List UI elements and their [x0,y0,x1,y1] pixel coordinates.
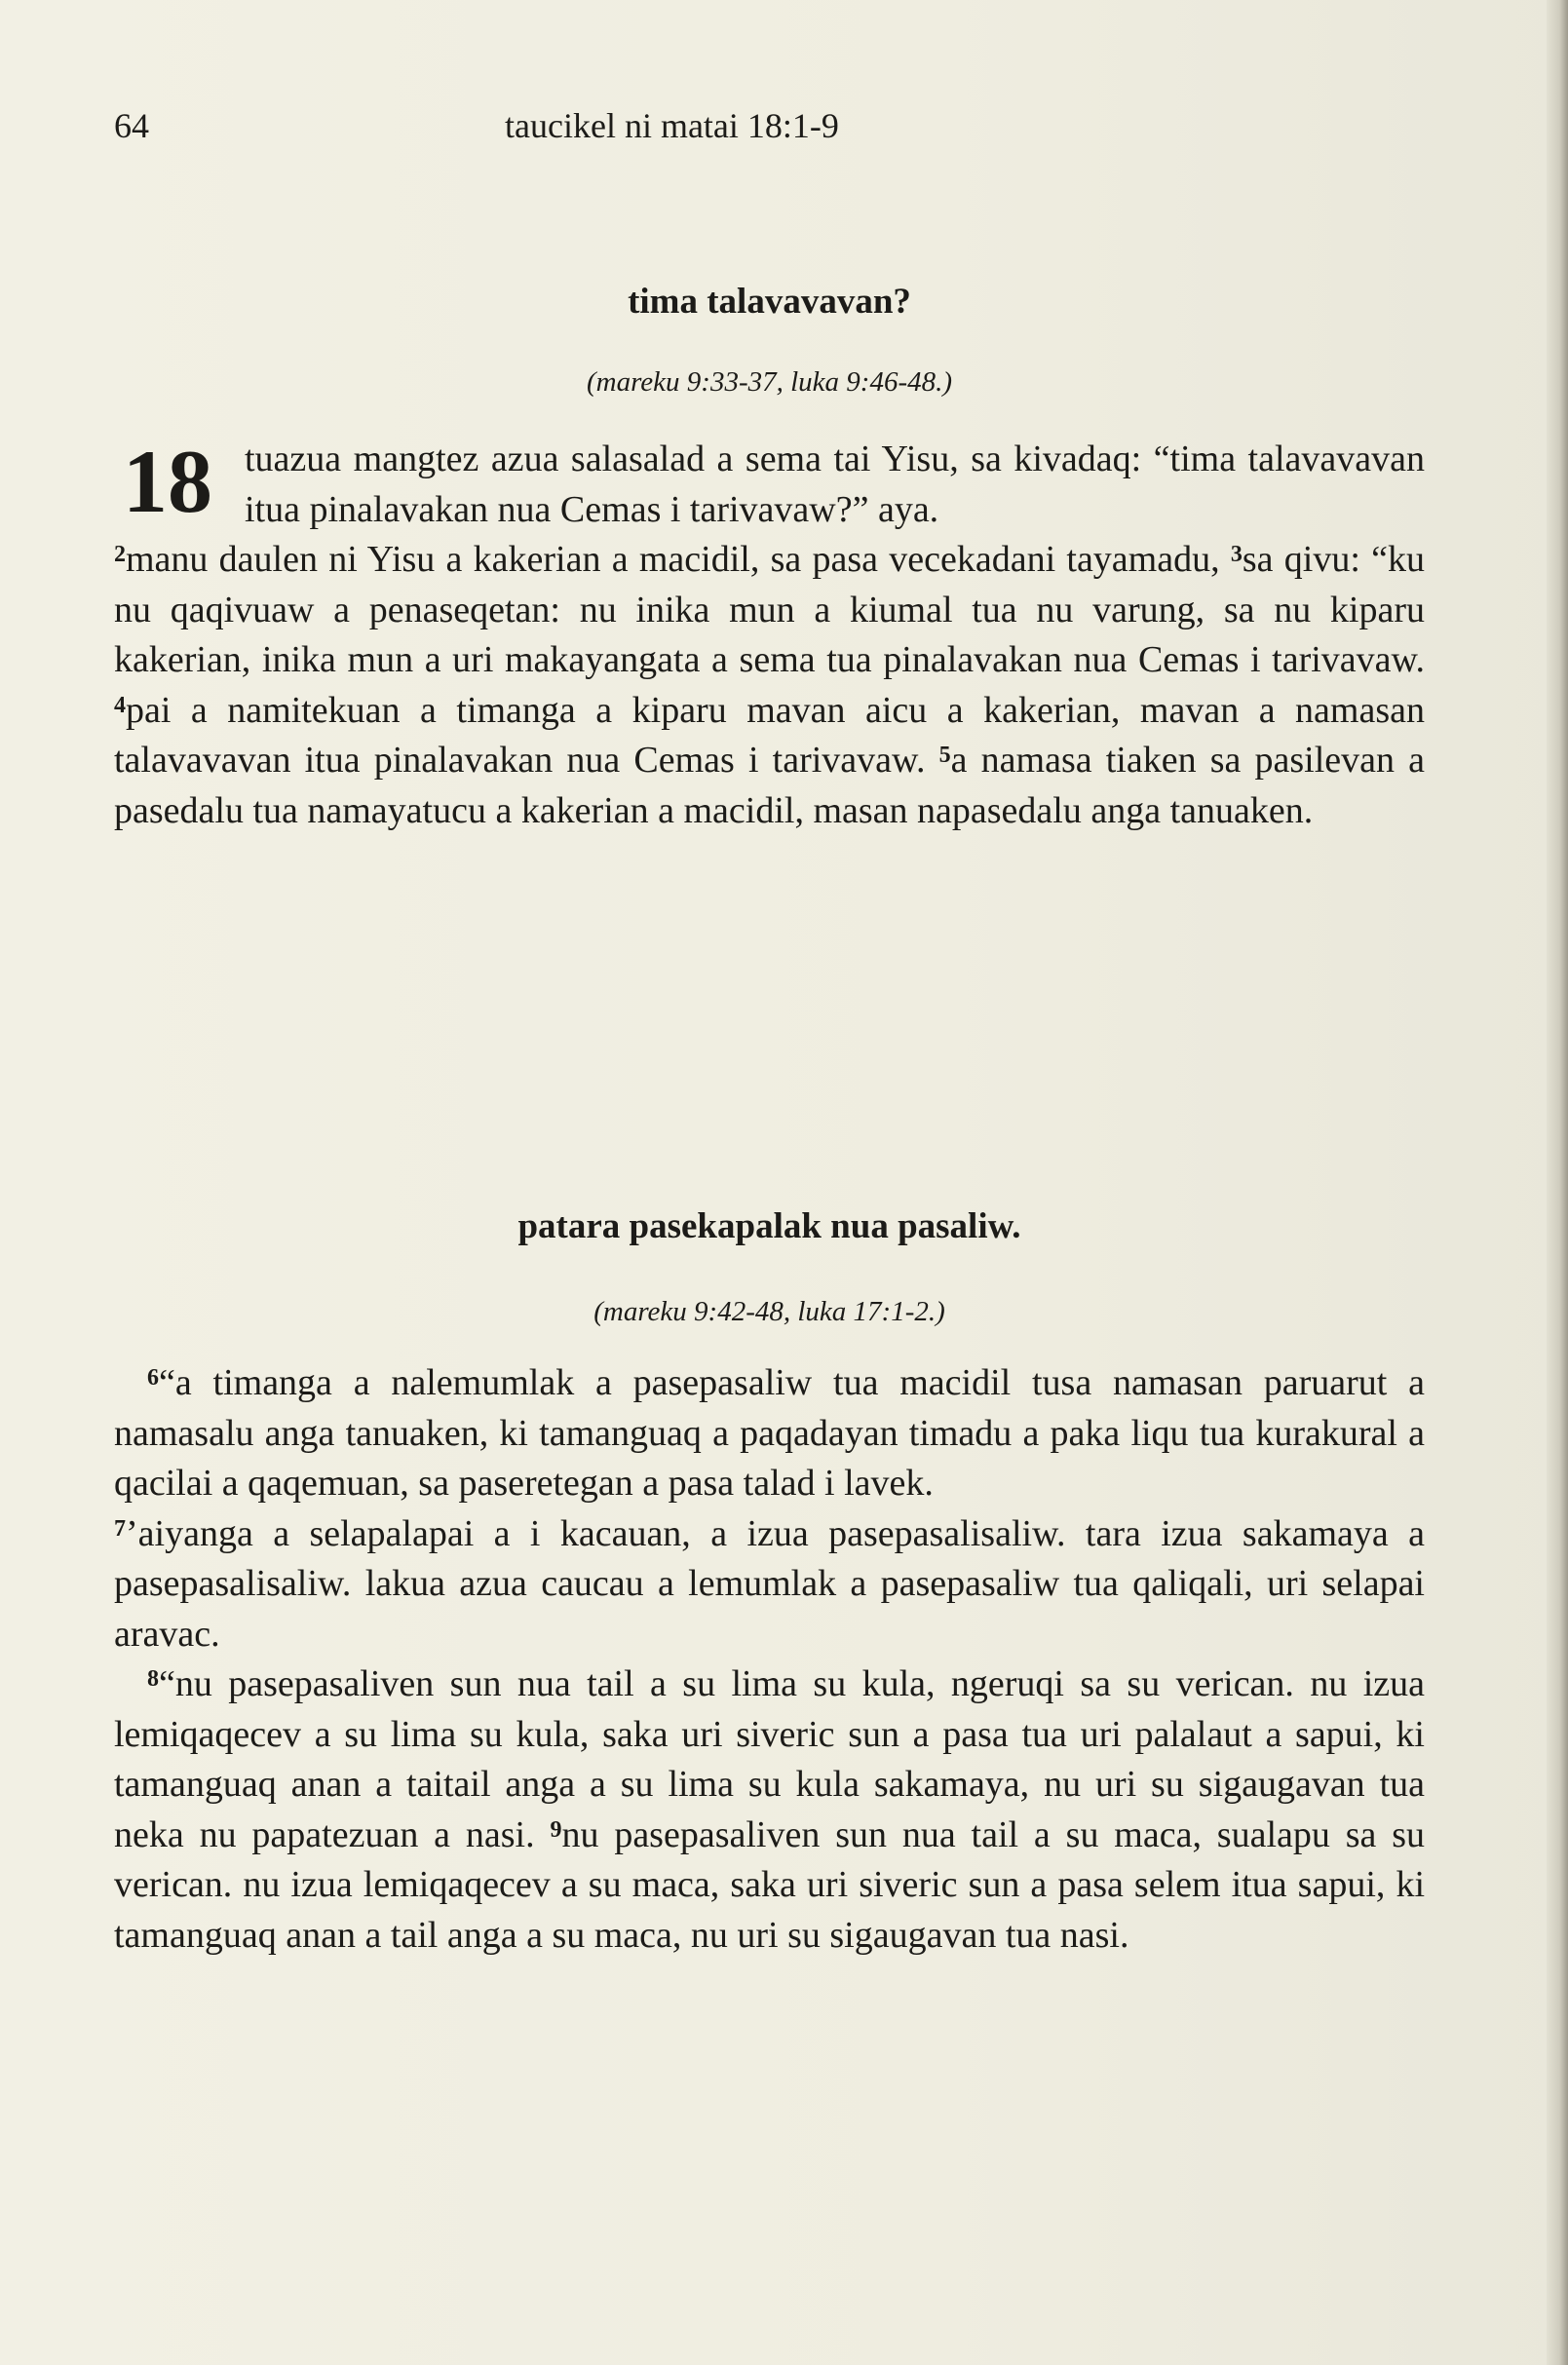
running-title: taucikel ni matai 18:1-9 [505,106,839,145]
verse-9: nu pasepasaliven sun nua tail a su maca, sualapu sa su verican. nu izua lemiqaqecev a su maca, saka uri siveric sun a pasa selem itua sapui, ki tamanguaq anan a tail anga a su maca, nu uri su sigaugavan tua nasi. [114,1813,1426,1956]
page-edge [1547,0,1568,2365]
verse-3: sa qivu: “ku nu qaqivuaw a penaseqetan: nu inika mun a kiumal tua nu varung, sa nu kiparu kakerian, inika mun a uri makayangata a sema tua pinalavakan nua Cemas i tarivavaw. [114,539,1426,680]
running-header [114,105,1422,164]
verse-number: 4 [114,692,126,718]
verses-paragraph [114,1358,1425,1961]
verse-2: manu daulen ni Yisu a kakerian a macidil, sa pasa vecekadani tayamadu, [126,539,1220,580]
section-heading: tima talavavavan? [628,282,911,322]
verse-8: “nu pasepasaliven sun nua tail a su lima su kula, ngeruqi sa su verican. nu izua lemiqaqecev a su lima su kula, saka uri siveric sun a pasa tua uri palalaut a sapui, ki tamanguaq anan a taitail anga a su lima su kula sakamaya, nu uri su sigaugavan tua neka nu papatezuan a nasi. [114,1663,1425,1855]
verse-number: 8 [147,1666,159,1692]
verse-5: a namasa tiaken sa pasilevan a pasedalu tua namayatucu a kakerian a macidil, masan napasedalu anga tanuaken. [114,740,1426,831]
verse-number: 3 [1230,542,1243,567]
section-heading: patara pasekapalak nua pasaliw. [517,1206,1021,1246]
verse-number: 5 [938,743,951,768]
verse-7: ’aiyanga a selapalapai a i kacauan, a izua pasepasalisaliw. tara izua sakamaya a pasepasalisaliw. lakua azua caucau a lemumlak a pasepasaliw tua qaliqali, uri selapai aravac. [114,1512,1425,1655]
verse-number: 2 [114,542,126,567]
verse-6: “a timanga a nalemumlak a pasepasaliw tua macidil tusa namasan paruarut a namasalu anga tanuaken, ki tamanguaq a paqadayan timadu a paka liqu tua kurakural a qacilai a qaqemuan, sa paseretegan a pasa talad i lavek. [114,1362,1425,1504]
section-reference: (mareku 9:33-37, luka 9:46-48.) [586,366,953,398]
verse-number: 9 [550,1816,562,1843]
section-reference: (mareku 9:42-48, luka 17:1-2.) [593,1296,945,1327]
chapter-number: 18 [123,432,212,531]
page-number: 64 [114,106,149,145]
verse-number: 7 [114,1515,126,1542]
verse-number: 6 [147,1365,159,1391]
verse-4: pai a namitekuan a timanga a kiparu mavan aicu a kakerian, mavan a namasan talavavavan itua pinalavakan nua Cemas i tarivavaw. [114,689,1425,781]
verse-1: tuazua mangtez azua salasalad a sema tai Yisu, sa kivadaq: “tima talavavavan itua pinalavakan nua Cemas i tarivavaw?” aya. [245,439,1425,530]
chapter-paragraph [114,432,1426,836]
